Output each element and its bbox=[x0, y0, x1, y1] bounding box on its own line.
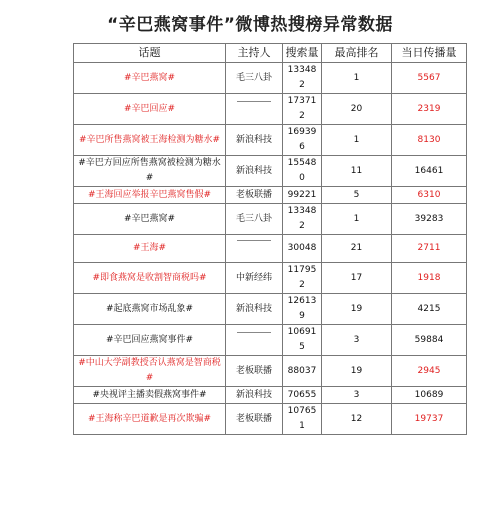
table-row bbox=[74, 263, 467, 294]
host-cell-text: 老板联播 bbox=[235, 189, 272, 200]
top-rank-cell bbox=[322, 325, 392, 356]
daily-spread-cell-text: 4215 bbox=[417, 303, 441, 314]
topic-cell-text: #央视评主播卖假燕窝事件# bbox=[92, 389, 207, 400]
top-rank-cell-text: 21 bbox=[350, 243, 363, 253]
host-cell bbox=[226, 156, 283, 187]
table-row bbox=[74, 325, 467, 356]
table-row bbox=[74, 235, 467, 263]
top-rank-cell-text: 20 bbox=[350, 103, 363, 114]
daily-spread-cell-text: 2319 bbox=[417, 103, 441, 114]
top-rank-cell bbox=[322, 294, 392, 325]
search-count-cell-text: 173712 bbox=[287, 96, 317, 121]
header-row bbox=[74, 44, 467, 63]
topic-cell-text: #王海称辛巴道歉是再次欺骗# bbox=[87, 413, 212, 424]
top-rank-cell-text: 17 bbox=[350, 272, 363, 283]
daily-spread-cell bbox=[392, 63, 467, 94]
header-rank: 最高排名 bbox=[322, 44, 392, 63]
topic-cell bbox=[74, 187, 226, 204]
top-rank-cell bbox=[322, 94, 392, 125]
search-count-cell bbox=[283, 63, 322, 94]
host-cell-text: 新浪科技 bbox=[235, 389, 272, 400]
search-count-cell bbox=[283, 404, 322, 435]
host-cell bbox=[226, 235, 283, 263]
header-spread: 当日传播量 bbox=[392, 44, 467, 63]
top-rank-cell-text: 11 bbox=[350, 165, 363, 176]
daily-spread-cell-text: 19737 bbox=[414, 413, 444, 424]
topic-cell-text: #辛巴燕窝# bbox=[123, 72, 176, 83]
daily-spread-cell-text: 8130 bbox=[417, 134, 441, 145]
hot-search-table bbox=[73, 43, 467, 435]
search-count-cell bbox=[283, 204, 322, 235]
top-rank-cell-text: 12 bbox=[350, 413, 363, 424]
search-count-cell-text: 133482 bbox=[287, 65, 317, 90]
top-rank-cell-text: 1 bbox=[353, 72, 360, 83]
search-count-cell-text: 30048 bbox=[287, 243, 317, 253]
host-cell bbox=[226, 294, 283, 325]
daily-spread-cell bbox=[392, 356, 467, 387]
header-search: 搜索量 bbox=[283, 44, 322, 63]
search-count-cell-text: 107651 bbox=[287, 406, 317, 431]
topic-cell-text: #辛巴回应# bbox=[123, 103, 176, 114]
topic-cell bbox=[74, 325, 226, 356]
search-count-cell-text: 106915 bbox=[287, 327, 317, 352]
topic-cell bbox=[74, 125, 226, 156]
host-cell-text: 老板联播 bbox=[235, 413, 272, 424]
daily-spread-cell bbox=[392, 125, 467, 156]
daily-spread-cell bbox=[392, 235, 467, 263]
daily-spread-cell bbox=[392, 387, 467, 404]
daily-spread-cell-text: 6310 bbox=[417, 189, 441, 200]
host-cell bbox=[226, 63, 283, 94]
daily-spread-cell bbox=[392, 156, 467, 187]
topic-cell bbox=[74, 404, 226, 435]
topic-cell-text: #起底燕窝市场乱象# bbox=[105, 303, 194, 314]
top-rank-cell bbox=[322, 404, 392, 435]
host-cell-text: 新浪科技 bbox=[235, 134, 272, 145]
topic-cell-text: #王海# bbox=[132, 243, 167, 253]
daily-spread-cell-text: 1918 bbox=[417, 272, 441, 283]
top-rank-cell bbox=[322, 263, 392, 294]
topic-cell bbox=[74, 63, 226, 94]
table-row bbox=[74, 404, 467, 435]
search-count-cell-text: 155480 bbox=[287, 158, 317, 183]
host-cell bbox=[226, 125, 283, 156]
top-rank-cell bbox=[322, 156, 392, 187]
daily-spread-cell-text: 16461 bbox=[414, 165, 444, 176]
table-row bbox=[74, 356, 467, 387]
table-row bbox=[74, 63, 467, 94]
topic-cell-text: #中山大学副教授否认燕窝是智商税# bbox=[78, 358, 221, 383]
search-count-cell-text: 88037 bbox=[287, 365, 317, 376]
table-row bbox=[74, 94, 467, 125]
daily-spread-cell-text: 39283 bbox=[414, 213, 444, 224]
daily-spread-cell bbox=[392, 187, 467, 204]
host-cell bbox=[226, 404, 283, 435]
search-count-cell bbox=[283, 325, 322, 356]
daily-spread-cell-text: 59884 bbox=[414, 334, 444, 345]
search-count-cell-text: 133482 bbox=[287, 206, 317, 231]
topic-cell bbox=[74, 387, 226, 404]
search-count-cell bbox=[283, 156, 322, 187]
host-cell bbox=[226, 387, 283, 404]
daily-spread-cell-text: 5567 bbox=[417, 72, 441, 83]
top-rank-cell-text: 19 bbox=[350, 365, 363, 376]
topic-cell-text: #辛巴燕窝# bbox=[123, 213, 176, 224]
table-row bbox=[74, 204, 467, 235]
topic-cell bbox=[74, 356, 226, 387]
search-count-cell bbox=[283, 125, 322, 156]
daily-spread-cell bbox=[392, 404, 467, 435]
page-title: “辛巴燕窝事件”微博热搜榜异常数据 bbox=[107, 15, 393, 35]
empty-host-dash bbox=[237, 240, 271, 256]
top-rank-cell-text: 5 bbox=[353, 189, 360, 200]
top-rank-cell bbox=[322, 235, 392, 263]
empty-host-dash bbox=[237, 332, 271, 348]
daily-spread-cell bbox=[392, 204, 467, 235]
table-row bbox=[74, 125, 467, 156]
host-cell bbox=[226, 187, 283, 204]
table-row bbox=[74, 387, 467, 404]
host-cell-text: 新浪科技 bbox=[235, 303, 272, 314]
top-rank-cell bbox=[322, 187, 392, 204]
top-rank-cell-text: 3 bbox=[353, 334, 360, 345]
topic-cell bbox=[74, 156, 226, 187]
daily-spread-cell bbox=[392, 294, 467, 325]
top-rank-cell-text: 19 bbox=[350, 303, 363, 314]
header-topic: 话题 bbox=[74, 44, 226, 63]
daily-spread-cell-text: 10689 bbox=[414, 389, 444, 400]
search-count-cell-text: 99221 bbox=[287, 189, 317, 200]
topic-cell bbox=[74, 204, 226, 235]
search-count-cell bbox=[283, 263, 322, 294]
topic-cell-text: #辛巴方回应所售燕窝被检测为糖水# bbox=[78, 158, 221, 183]
table-row bbox=[74, 294, 467, 325]
search-count-cell bbox=[283, 235, 322, 263]
host-cell-text: 新浪科技 bbox=[235, 165, 272, 176]
host-cell bbox=[226, 325, 283, 356]
daily-spread-cell bbox=[392, 325, 467, 356]
host-cell bbox=[226, 356, 283, 387]
top-rank-cell bbox=[322, 204, 392, 235]
search-count-cell-text: 117952 bbox=[287, 265, 317, 290]
search-count-cell bbox=[283, 387, 322, 404]
search-count-cell bbox=[283, 356, 322, 387]
topic-cell-text: #即食燕窝是收割智商税吗# bbox=[92, 272, 207, 283]
topic-cell bbox=[74, 294, 226, 325]
daily-spread-cell-text: 2711 bbox=[417, 243, 441, 253]
topic-cell-text: #王海回应举报辛巴燕窝售假# bbox=[87, 189, 212, 200]
table-body bbox=[74, 63, 467, 435]
top-rank-cell-text: 1 bbox=[353, 134, 360, 145]
table-row bbox=[74, 156, 467, 187]
host-cell-text: 毛三八卦 bbox=[235, 213, 272, 224]
topic-cell-text: #辛巴回应燕窝事件# bbox=[105, 334, 194, 345]
search-count-cell-text: 126139 bbox=[287, 296, 317, 321]
topic-cell bbox=[74, 235, 226, 263]
daily-spread-cell-text: 2945 bbox=[417, 365, 441, 376]
search-count-cell bbox=[283, 187, 322, 204]
topic-cell-text: #辛巴所售燕窝被王海检测为糖水# bbox=[78, 134, 221, 145]
top-rank-cell bbox=[322, 387, 392, 404]
search-count-cell bbox=[283, 94, 322, 125]
daily-spread-cell bbox=[392, 94, 467, 125]
search-count-cell bbox=[283, 294, 322, 325]
table-row bbox=[74, 187, 467, 204]
host-cell bbox=[226, 263, 283, 294]
header-host: 主持人 bbox=[226, 44, 283, 63]
topic-cell bbox=[74, 263, 226, 294]
search-count-cell-text: 169396 bbox=[287, 127, 317, 152]
host-cell-text: 毛三八卦 bbox=[235, 72, 272, 83]
daily-spread-cell bbox=[392, 263, 467, 294]
top-rank-cell-text: 3 bbox=[353, 389, 360, 400]
top-rank-cell bbox=[322, 356, 392, 387]
host-cell-text: 中新经纬 bbox=[235, 272, 272, 283]
host-cell-text: 老板联播 bbox=[235, 365, 272, 376]
top-rank-cell bbox=[322, 125, 392, 156]
top-rank-cell bbox=[322, 63, 392, 94]
top-rank-cell-text: 1 bbox=[353, 213, 360, 224]
search-count-cell-text: 70655 bbox=[287, 389, 317, 400]
host-cell bbox=[226, 204, 283, 235]
empty-host-dash bbox=[237, 101, 271, 117]
host-cell bbox=[226, 94, 283, 125]
topic-cell bbox=[74, 94, 226, 125]
